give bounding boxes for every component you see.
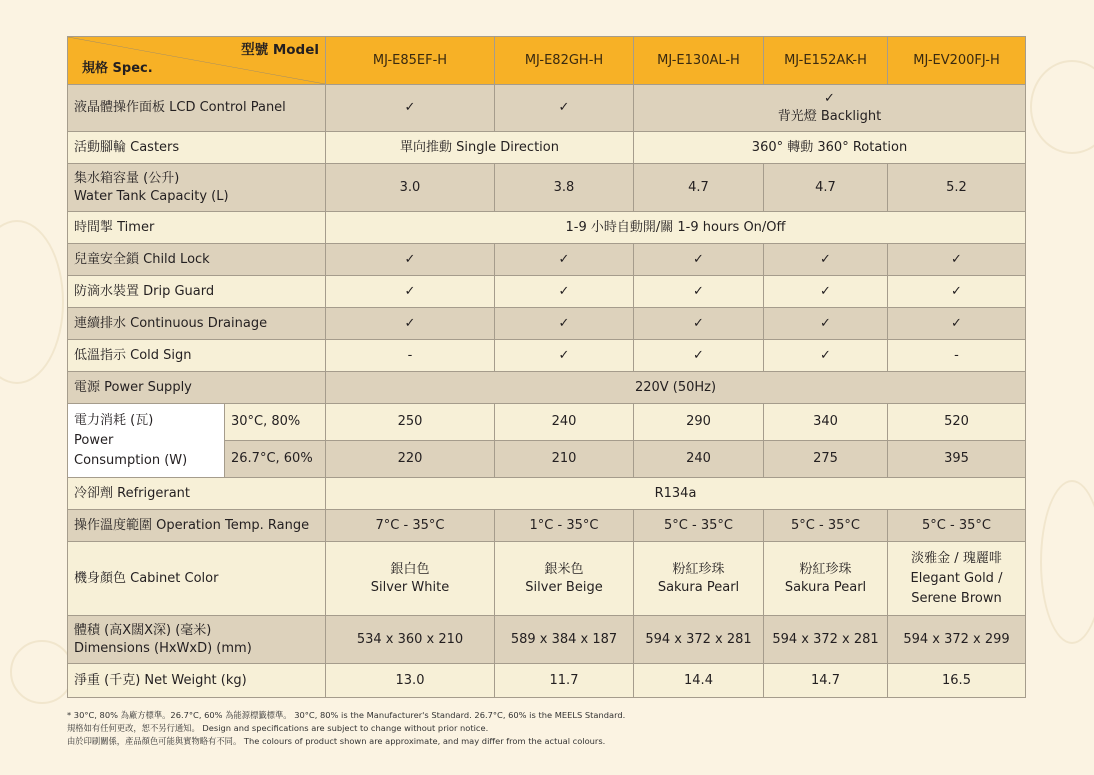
header-row [68, 37, 1026, 85]
label-zh: 集水箱容量 (公升) [74, 170, 180, 186]
check-mark [764, 276, 888, 308]
value-cell: 210 [495, 441, 634, 478]
check-mark [634, 308, 764, 340]
check-icon [559, 284, 570, 299]
row-cold-sign [68, 340, 1026, 372]
background-doodle [10, 640, 74, 704]
value-cell: 594 x 372 x 281 [634, 616, 764, 664]
check-icon [824, 91, 835, 106]
color-zh: 粉紅珍珠 [672, 561, 725, 577]
color-cell [326, 542, 495, 616]
row-drip-guard [68, 276, 1026, 308]
check-mark [495, 244, 634, 276]
check-icon [559, 348, 570, 363]
label-zh: 體積 (高X闊X深) (毫米) [74, 622, 212, 638]
value-cell: 275 [764, 441, 888, 478]
color-zh: 淡雅金 / 瑰麗啡 [911, 550, 1002, 566]
value-cell: 589 x 384 x 187 [495, 616, 634, 664]
value-cell: 240 [495, 404, 634, 441]
background-doodle [0, 220, 64, 384]
header-corner [68, 37, 326, 85]
value-cell: 5.2 [888, 164, 1026, 212]
check-icon [951, 252, 962, 267]
row-label: 電源 Power Supply [68, 372, 326, 404]
color-cell [888, 542, 1026, 616]
check-mark [888, 308, 1026, 340]
check-mark [888, 244, 1026, 276]
check-icon [820, 252, 831, 267]
value-cell: 534 x 360 x 210 [326, 616, 495, 664]
spec-table [67, 36, 1026, 698]
check-icon [951, 316, 962, 331]
color-en: Elegant Gold / [910, 570, 1003, 586]
check-icon [405, 100, 416, 115]
check-icon [405, 252, 416, 267]
background-doodle [1040, 480, 1094, 644]
model-header: MJ-E82GH-H [495, 37, 634, 85]
value-cell: 5°C - 35°C [764, 510, 888, 542]
row-power-consumption-1 [68, 404, 1026, 441]
dash-cell: - [888, 340, 1026, 372]
value-cell: 520 [888, 404, 1026, 441]
row-label: 連續排水 Continuous Drainage [68, 308, 326, 340]
value-cell: 4.7 [764, 164, 888, 212]
timer-value: 1-9 小時自動開/關 1-9 hours On/Off [326, 212, 1026, 244]
condition-label: 26.7°C, 60% [225, 441, 326, 478]
model-header: MJ-E152AK-H [764, 37, 888, 85]
check-mark [495, 276, 634, 308]
background-doodle [1030, 60, 1094, 154]
value-cell: 594 x 372 x 299 [888, 616, 1026, 664]
row-refrigerant [68, 478, 1026, 510]
value-cell: 5°C - 35°C [888, 510, 1026, 542]
value-cell: 4.7 [634, 164, 764, 212]
color-cell [495, 542, 634, 616]
value-cell: 290 [634, 404, 764, 441]
value-cell: 395 [888, 441, 1026, 478]
check-icon [820, 284, 831, 299]
row-label: 時間掣 Timer [68, 212, 326, 244]
row-tank [68, 164, 1026, 212]
check-icon [820, 316, 831, 331]
color-en: Silver White [370, 579, 450, 595]
model-header: MJ-E130AL-H [634, 37, 764, 85]
row-label: 低溫指示 Cold Sign [68, 340, 326, 372]
check-icon [559, 252, 570, 267]
check-mark [495, 85, 634, 132]
model-label: 型號 Model [241, 42, 319, 58]
check-mark [888, 276, 1026, 308]
value-cell: 220 [326, 441, 495, 478]
check-mark [495, 308, 634, 340]
color-en: Serene Brown [911, 590, 1002, 606]
check-icon [559, 100, 570, 115]
value-cell: 340 [764, 404, 888, 441]
casters-rotation: 360° 轉動 360° Rotation [634, 132, 1026, 164]
value-cell: 5°C - 35°C [634, 510, 764, 542]
footnote: 規格如有任何更改，恕不另行通知。 Design and specifications are subject to change without prior notice. [67, 723, 489, 733]
color-zh: 銀米色 [544, 561, 584, 577]
row-label: 淨重 (千克) Net Weight (kg) [68, 664, 326, 698]
check-mark [764, 340, 888, 372]
backlight-text: 背光燈 Backlight [777, 109, 882, 124]
row-lcd [68, 85, 1026, 132]
value-cell: 11.7 [495, 664, 634, 698]
row-dimensions [68, 616, 1026, 664]
value-cell: 250 [326, 404, 495, 441]
color-en: Sakura Pearl [784, 579, 867, 595]
check-icon [693, 284, 704, 299]
row-label: 冷卻劑 Refrigerant [68, 478, 326, 510]
model-header: MJ-E85EF-H [326, 37, 495, 85]
row-drainage [68, 308, 1026, 340]
casters-single: 單向推動 Single Direction [326, 132, 634, 164]
value-cell: 1°C - 35°C [495, 510, 634, 542]
row-label: 液晶體操作面板 LCD Control Panel [68, 85, 326, 132]
label-en: Power [74, 432, 114, 448]
check-mark [326, 276, 495, 308]
row-power-supply [68, 372, 1026, 404]
row-label: 操作溫度範圍 Operation Temp. Range [68, 510, 326, 542]
row-color [68, 542, 1026, 616]
value-cell: 3.0 [326, 164, 495, 212]
row-label: 機身顏色 Cabinet Color [68, 542, 326, 616]
row-label [68, 404, 225, 478]
backlight-cell [634, 85, 1026, 132]
check-icon [693, 252, 704, 267]
footnote: * 30°C, 80% 為廠方標準。26.7°C, 60% 為能源標籤標準。 30°C, 80% is the Manufacturer's Standard. 26.7°C, 60% is the MEELS Standard. [67, 710, 626, 720]
color-cell [634, 542, 764, 616]
row-label [68, 616, 326, 664]
condition-label: 30°C, 80% [225, 404, 326, 441]
check-icon [559, 316, 570, 331]
value-cell: 7°C - 35°C [326, 510, 495, 542]
value-cell: 14.4 [634, 664, 764, 698]
row-label: 兒童安全鎖 Child Lock [68, 244, 326, 276]
check-mark [326, 308, 495, 340]
row-label: 活動腳輪 Casters [68, 132, 326, 164]
label-en: Water Tank Capacity (L) [74, 188, 229, 204]
check-icon [405, 284, 416, 299]
row-label: 防滴水裝置 Drip Guard [68, 276, 326, 308]
power-supply-value: 220V (50Hz) [326, 372, 1026, 404]
check-icon [951, 284, 962, 299]
color-cell [764, 542, 888, 616]
model-header: MJ-EV200FJ-H [888, 37, 1026, 85]
value-cell: 14.7 [764, 664, 888, 698]
row-label [68, 164, 326, 212]
spec-label: 規格 Spec. [82, 61, 153, 76]
footnote: 由於印刷關係，產品顏色可能與實物略有不同。 The colours of product shown are approximate, and may differ from the actual colours. [67, 736, 606, 746]
color-en: Silver Beige [525, 579, 603, 595]
label-en: Dimensions (HxWxD) (mm) [74, 640, 252, 656]
value-cell: 240 [634, 441, 764, 478]
value-cell: 13.0 [326, 664, 495, 698]
label-zh: 電力消耗 (瓦) [74, 412, 154, 428]
row-timer [68, 212, 1026, 244]
row-weight [68, 664, 1026, 698]
color-en: Sakura Pearl [657, 579, 740, 595]
check-mark [495, 340, 634, 372]
value-cell: 16.5 [888, 664, 1026, 698]
refrigerant-value: R134a [326, 478, 1026, 510]
dash-cell: - [326, 340, 495, 372]
check-mark [764, 308, 888, 340]
row-casters [68, 132, 1026, 164]
check-mark [634, 276, 764, 308]
check-icon [693, 316, 704, 331]
check-icon [693, 348, 704, 363]
row-child-lock [68, 244, 1026, 276]
check-mark [634, 340, 764, 372]
color-zh: 粉紅珍珠 [799, 561, 852, 577]
check-mark [326, 85, 495, 132]
value-cell: 3.8 [495, 164, 634, 212]
check-icon [405, 316, 416, 331]
check-mark [634, 244, 764, 276]
value-cell: 594 x 372 x 281 [764, 616, 888, 664]
check-mark [326, 244, 495, 276]
label-en: Consumption (W) [74, 452, 188, 468]
check-mark [764, 244, 888, 276]
row-temp-range [68, 510, 1026, 542]
color-zh: 銀白色 [390, 561, 430, 577]
check-icon [820, 348, 831, 363]
